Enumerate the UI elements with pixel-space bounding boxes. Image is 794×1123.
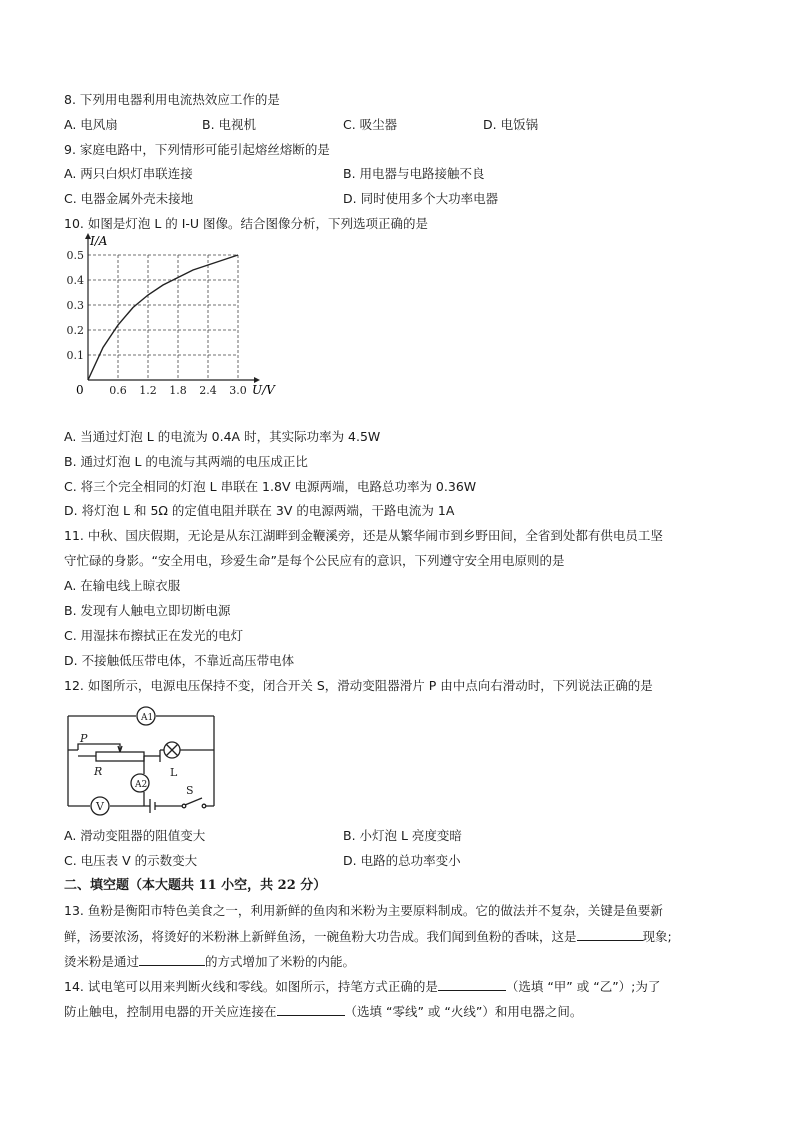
q11-stem-line2: 守忙碌的身影。“安全用电，珍爱生命”是每个公民应有的意识，下列遵守安全用电原则的是 xyxy=(64,553,565,568)
chart-curve-group xyxy=(88,255,238,380)
q8-stem: 8. 下列用电器利用电流热效应工作的是 xyxy=(64,92,280,107)
q9-stem: 9. 家庭电路中，下列情形可能引起熔丝熔断的是 xyxy=(64,142,330,157)
q9-option-c: C. 电器金属外壳未接地 xyxy=(64,191,194,206)
circuit-label-p: P xyxy=(80,732,88,745)
chart-y-tick-label-1: 0.2 xyxy=(66,324,84,337)
q8-option-c: C. 吸尘器 xyxy=(343,117,398,132)
q10-option-c: C. 将三个完全相同的灯泡 L 串联在 1.8V 电源两端，电路总功率为 0.36W xyxy=(64,479,477,494)
chart-y-tick-label-2: 0.3 xyxy=(66,299,84,312)
q14-blank-2[interactable] xyxy=(277,1003,345,1016)
chart-series-line-0 xyxy=(88,255,238,380)
chart-x-tick-label-1: 1.2 xyxy=(139,384,157,397)
q11-option-b: B. 发现有人触电立即切断电源 xyxy=(64,603,231,618)
q9-option-a: A. 两只白炽灯串联连接 xyxy=(64,166,193,181)
q14-line1-text-a: 14. 试电笔可以用来判断火线和零线。如图所示，持笔方式正确的是 xyxy=(64,979,438,994)
q13-blank-1[interactable] xyxy=(577,928,643,941)
q13-line2-text-a: 鲜，汤要浓汤，将烫好的米粉淋上新鲜鱼汤，一碗鱼粉大功告成。我们闻到鱼粉的香味，这是 xyxy=(64,929,577,944)
q13-blank-2[interactable] xyxy=(139,953,205,966)
circuit-label-l: L xyxy=(170,766,178,779)
chart-y-tick-label-0: 0.1 xyxy=(66,349,84,362)
chart-ticks xyxy=(67,249,247,397)
circuit-label-v: V xyxy=(96,800,104,813)
q12-option-a: A. 滑动变阻器的阻值变大 xyxy=(64,828,206,843)
q8-option-a: A. 电风扇 xyxy=(64,117,118,132)
circuit-label-r: R xyxy=(94,765,103,778)
q13-line1: 13. 鱼粉是衡阳市特色美食之一，利用新鲜的鱼肉和米粉为主要原料制成。它的做法并不复杂，关键是鱼要新 xyxy=(64,903,663,918)
q13-line3-text-b: 的方式增加了米粉的内能。 xyxy=(205,954,356,969)
q10-option-b: B. 通过灯泡 L 的电流与其两端的电压成正比 xyxy=(64,454,308,469)
q14-line2-text-b: （选填 “零线” 或 “火线”）和用电器之间。 xyxy=(344,1004,583,1019)
q13-line2-text-b: 现象; xyxy=(642,929,672,944)
chart-x-axis-label: U/V xyxy=(252,383,275,397)
q13-line3-text-a: 烫米粉是通过 xyxy=(64,954,140,969)
q11-option-d: D. 不接触低压带电体，不靠近高压带电体 xyxy=(64,653,295,668)
q13-line2 xyxy=(64,928,672,945)
q12-option-b: B. 小灯泡 L 亮度变暗 xyxy=(343,828,462,843)
q12-stem: 12. 如图所示，电源电压保持不变，闭合开关 S，滑动变阻器滑片 P 由中点向右滑动时，下列说法正确的是 xyxy=(64,678,653,693)
q8-option-b: B. 电视机 xyxy=(202,117,257,132)
q11-option-a: A. 在输电线上晾衣服 xyxy=(64,578,181,593)
q14-line1 xyxy=(64,978,660,995)
circuit-label-s: S xyxy=(186,784,194,797)
q8-option-d: D. 电饭锅 xyxy=(483,117,539,132)
iu-chart xyxy=(60,234,275,418)
section-2-title: 二、填空题（本大题共 11 小空，共 22 分） xyxy=(64,878,327,893)
chart-y-tick-label-3: 0.4 xyxy=(66,274,84,287)
q10-option-d: D. 将灯泡 L 和 5Ω 的定值电阻并联在 3V 的电源两端，干路电流为 1A xyxy=(64,503,455,518)
chart-x-tick-label-3: 2.4 xyxy=(199,384,217,397)
circuit-label-a1: A1 xyxy=(141,713,154,723)
chart-y-tick-label-4: 0.5 xyxy=(66,249,84,262)
chart-axes xyxy=(85,233,260,383)
chart-y-axis-label: I/A xyxy=(90,234,108,248)
chart-x-tick-label-2: 1.8 xyxy=(169,384,187,397)
chart-origin-label: 0 xyxy=(76,383,84,397)
chart-x-tick-label-0: 0.6 xyxy=(109,384,127,397)
q9-option-b: B. 用电器与电路接触不良 xyxy=(343,166,485,181)
q10-option-a: A. 当通过灯泡 L 的电流为 0.4A 时，其实际功率为 4.5W xyxy=(64,429,381,444)
q11-stem-line1: 11. 中秋、国庆假期，无论是从东江湖畔到金鞭溪旁，还是从繁华闹市到乡野田间，全省到处都有供电员工坚 xyxy=(64,528,663,543)
q13-line3 xyxy=(64,953,355,970)
circuit-label-a2: A2 xyxy=(135,780,148,790)
q14-blank-1[interactable] xyxy=(438,978,506,991)
chart-grid xyxy=(88,255,238,380)
q14-line2 xyxy=(64,1003,582,1020)
q10-stem: 10. 如图是灯泡 L 的 I-U 图像。结合图像分析，下列选项正确的是 xyxy=(64,216,429,231)
q14-line1-text-b: （选填 “甲” 或 “乙”）;为了 xyxy=(505,979,661,994)
q9-option-d: D. 同时使用多个大功率电器 xyxy=(343,191,499,206)
q14-line2-text-a: 防止触电，控制用电器的开关应连接在 xyxy=(64,1004,277,1019)
q12-option-c: C. 电压表 V 的示数变大 xyxy=(64,853,198,868)
circuit-diagram xyxy=(62,704,224,824)
q12-option-d: D. 电路的总功率变小 xyxy=(343,853,461,868)
chart-x-tick-label-4: 3.0 xyxy=(229,384,247,397)
q11-option-c: C. 用湿抹布擦拭正在发光的电灯 xyxy=(64,628,244,643)
